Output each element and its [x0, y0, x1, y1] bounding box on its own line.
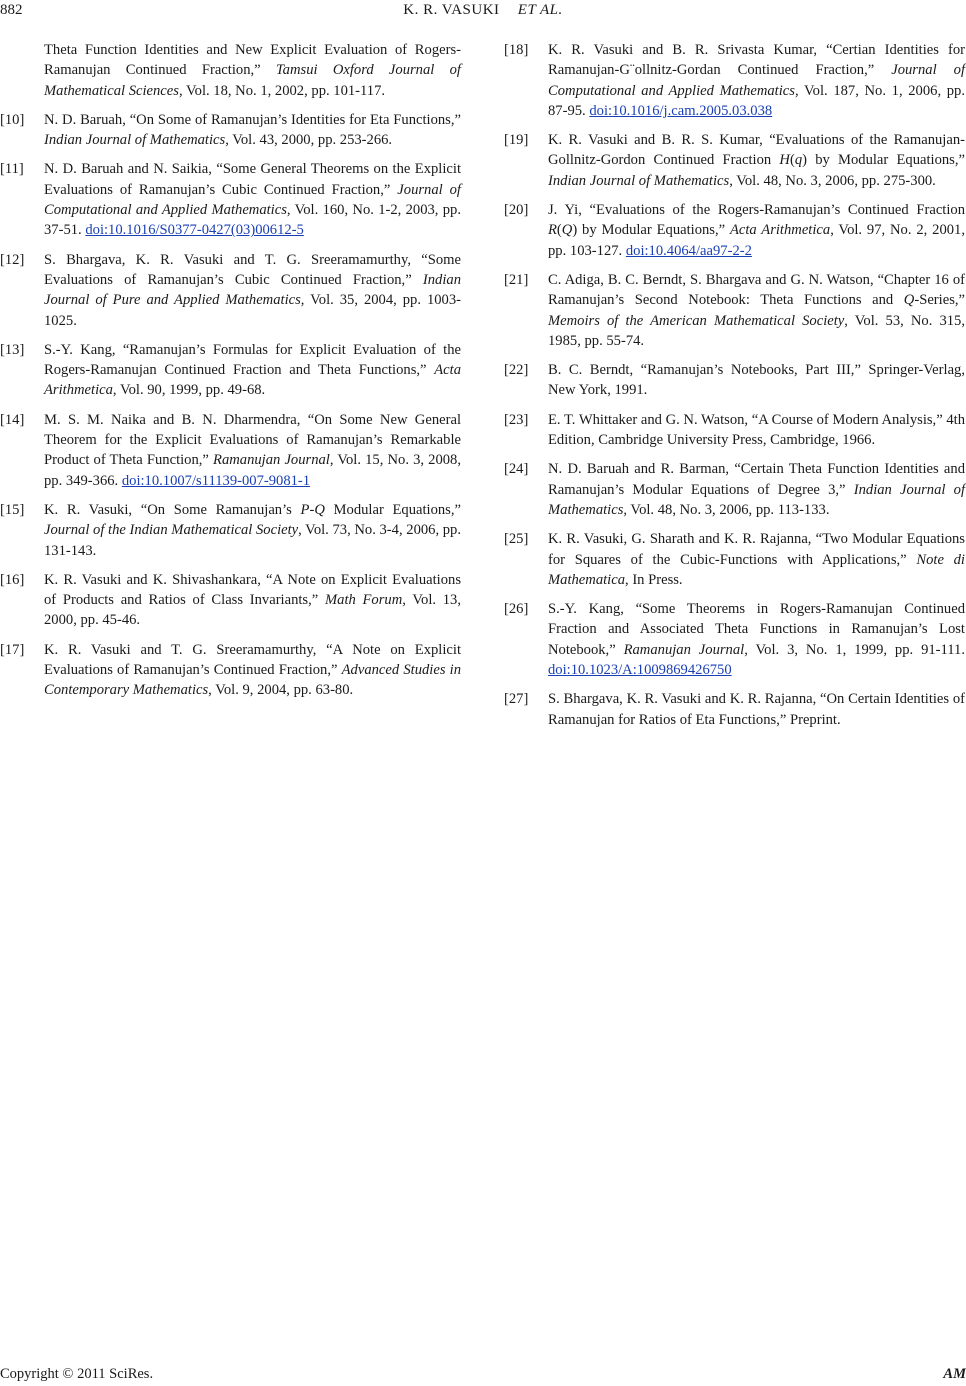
reference-text [44, 250, 461, 331]
reference-number: [22] [504, 362, 529, 379]
reference-italic-segment: P [300, 501, 310, 518]
references-right-column [504, 40, 965, 739]
reference-entry [0, 570, 461, 631]
reference-text [44, 570, 461, 631]
reference-segment: , Vol. 3, No. 1, 1999, pp. 91-111. [744, 641, 965, 658]
reference-text [44, 500, 461, 561]
reference-number: [25] [504, 531, 529, 548]
reference-segment: K. R. Vasuki and T. G. Sreeramamurthy, “A Note on Explicit Evaluations of Ramanujan’s Continued Fraction,” [44, 641, 461, 679]
reference-text [548, 130, 965, 191]
reference-number: [16] [0, 571, 25, 588]
reference-segment: S.-Y. Kang, “Some Theorems in Rogers-Ramanujan Continued Fraction and Associated Theta Functions in Ramanujan’s Lost Notebook,” [548, 601, 965, 658]
reference-number: [12] [0, 251, 25, 268]
reference-segment: K. R. Vasuki, G. Sharath and K. R. Rajanna, “Two Modular Equations for Squares of the Cubic-Functions with Applications,” [548, 531, 965, 568]
reference-number: [17] [0, 641, 25, 658]
reference-segment: , Vol. 18, No. 1, 2002, pp. 101-117. [178, 82, 386, 99]
reference-italic-segment: Note di Mathematica [548, 551, 965, 588]
reference-text [44, 159, 461, 240]
reference-entry [504, 689, 965, 730]
reference-segment: - [309, 501, 315, 518]
reference-text [44, 340, 461, 401]
reference-number: [27] [504, 691, 529, 708]
reference-segment: S. Bhargava, K. R. Vasuki and T. G. Sreeramamurthy, “Some Evaluations of Ramanujan’s Cubic Continued Fraction,” [44, 251, 461, 288]
reference-italic-segment: q [794, 152, 803, 169]
reference-number: [18] [504, 42, 529, 58]
reference-italic-segment: Ramanujan Journal [623, 641, 745, 658]
reference-segment: , Vol. 53, No. 315, 1985, pp. 55-74. [548, 312, 965, 349]
running-head-et-al: ET AL. [517, 2, 563, 18]
doi-link[interactable]: doi:10.4064/aa97-2-2 [625, 242, 752, 259]
reference-segment: B. C. Berndt, “Ramanujan’s Notebooks, Part III,” Springer-Verlag, New York, 1991. [548, 362, 965, 399]
reference-segment: , Vol. 160, No. 1-2, 2003, pp. 37-51. [44, 202, 462, 239]
reference-entry [504, 270, 965, 351]
reference-entry [0, 410, 461, 491]
reference-segment: C. Adiga, B. C. Berndt, S. Bhargava and G. N. Watson, “Chapter 16 of Ramanujan’s Second Notebook: Theta Functions and [548, 271, 965, 309]
reference-segment: S. Bhargava, K. R. Vasuki and K. R. Rajanna, “On Certain Identities of Ramanujan for Ratios of Eta Functions,” Preprint. [548, 691, 965, 728]
reference-text [548, 689, 965, 730]
reference-text [44, 110, 461, 151]
reference-segment: S.-Y. Kang, “Ramanujan’s Formulas for Explicit Evaluation of the Rogers-Ramanujan Continued Fraction and Theta Functions,” [44, 341, 461, 379]
reference-italic-segment: Journal of the Indian Mathematical Society [44, 522, 299, 539]
reference-italic-segment: Ramanujan Journal [213, 452, 330, 469]
reference-number: [20] [504, 202, 529, 219]
journal-abbreviation: AM [943, 1366, 966, 1382]
reference-segment: ( [789, 152, 795, 169]
reference-entry [0, 340, 461, 401]
reference-text [548, 599, 965, 680]
doi-link[interactable]: doi:10.1016/S0377-0427(03)00612-5 [85, 222, 304, 239]
reference-number: [11] [0, 161, 24, 178]
reference-number: [21] [504, 271, 529, 288]
reference-segment: ( [556, 222, 562, 239]
reference-segment: -Series,” [914, 292, 965, 309]
reference-text [44, 410, 461, 491]
reference-entry [504, 40, 965, 121]
reference-italic-segment: Advanced Studies in Contemporary Mathematics [44, 662, 462, 699]
reference-number: [19] [504, 132, 529, 149]
reference-text [548, 270, 965, 351]
reference-italic-segment: Math Forum [324, 592, 403, 609]
reference-italic-segment: Indian Journal of Pure and Applied Mathematics [44, 271, 461, 309]
page-footer [0, 1362, 966, 1386]
reference-entry [0, 640, 461, 701]
reference-segment: , Vol. 73, No. 3-4, 2006, pp. 131-143. [44, 522, 461, 559]
reference-italic-segment: Q [903, 292, 915, 309]
reference-italic-segment: Tamsui Oxford Journal of Mathematical Sciences [44, 62, 461, 99]
reference-italic-segment: Indian Journal of Mathematics [44, 132, 226, 149]
reference-number: [24] [504, 461, 529, 478]
reference-text [548, 459, 965, 520]
reference-segment: , Vol. 43, 2000, pp. 253-266. [225, 132, 393, 149]
reference-text [44, 40, 461, 101]
reference-number: [15] [0, 501, 25, 518]
reference-segment: J. Yi, “Evaluations of the Rogers-Ramanujan’s Continued Fraction [548, 202, 965, 219]
reference-text [548, 529, 965, 590]
reference-entry [504, 529, 965, 590]
reference-segment: , Vol. 187, No. 1, 2006, pp. 87-95. [548, 82, 965, 119]
reference-entry [0, 250, 461, 331]
reference-segment: , In Press. [625, 571, 683, 588]
running-head-authors: K. R. VASUKI [403, 2, 500, 18]
reference-segment: , Vol. 9, 2004, pp. 63-80. [208, 682, 354, 699]
reference-italic-segment: Memoirs of the American Mathematical Society [548, 312, 845, 329]
reference-italic-segment: Acta Arithmetica [44, 362, 461, 399]
reference-text [548, 200, 965, 261]
reference-segment: , Vol. 90, 1999, pp. 49-68. [112, 382, 266, 399]
reference-segment: , Vol. 13, 2000, pp. 45-46. [44, 592, 461, 629]
reference-entry [0, 159, 461, 240]
reference-text [548, 410, 965, 451]
reference-number: [14] [0, 411, 25, 428]
reference-italic-segment: Acta Arithmetica [729, 222, 831, 239]
reference-entry [504, 459, 965, 520]
reference-italic-segment: Indian Journal of Mathematics [548, 481, 966, 518]
reference-segment: M. S. M. Naika and B. N. Dharmendra, “On Some New General Theorem for the Explicit Evaluations of Ramanujan’s Remarkable Product of Theta Function,” [44, 411, 461, 469]
reference-number: [26] [504, 601, 529, 618]
reference-italic-segment: Journal of Computational and Applied Mathematics [548, 62, 965, 99]
reference-number: [23] [504, 411, 529, 428]
reference-entry [504, 410, 965, 451]
reference-italic-segment: Indian Journal of Mathematics [548, 172, 730, 189]
reference-entry [504, 200, 965, 261]
reference-text [548, 360, 965, 401]
reference-segment: ) by Modular Equations,” [572, 222, 730, 239]
reference-segment: N. D. Baruah, “On Some of Ramanujan’s Identities for Eta Functions,” [44, 111, 461, 128]
reference-segment: , Vol. 97, No. 2, 2001, pp. 103-127. [548, 222, 965, 259]
reference-italic-segment: Q [561, 222, 573, 239]
page-number: 882 [0, 2, 23, 18]
reference-segment: K. R. Vasuki, “On Some Ramanujan’s [44, 501, 301, 518]
reference-segment: N. D. Baruah and N. Saikia, “Some General Theorems on the Explicit Evaluations of Ramanujan’s Cubic Continued Fraction,” [44, 161, 461, 198]
reference-number: [10] [0, 111, 25, 128]
reference-entry [504, 360, 965, 401]
copyright-notice: Copyright © 2011 SciRes. [0, 1366, 154, 1382]
reference-entry [0, 40, 461, 101]
reference-text [548, 40, 965, 121]
doi-link[interactable]: doi:10.1023/A:1009869426750 [548, 662, 732, 679]
reference-segment: ) by Modular Equations,” [802, 152, 965, 169]
reference-italic-segment: Q [314, 501, 325, 518]
reference-segment: E. T. Whittaker and G. N. Watson, “A Course of Modern Analysis,” 4th Edition, Cambridge University Press, Cambridge, 1966. [548, 411, 965, 449]
reference-text [44, 640, 461, 701]
reference-italic-segment: H [779, 152, 790, 169]
reference-italic-segment: R [548, 222, 557, 239]
reference-segment: K. R. Vasuki and B. R. S. Kumar, “Evaluations of the Ramanujan-Gollnitz-Gordon Continued Fraction [548, 132, 965, 169]
reference-segment: , Vol. 48, No. 3, 2006, pp. 275-300. [729, 172, 936, 189]
reference-entry [0, 500, 461, 561]
reference-entry [504, 599, 965, 680]
reference-italic-segment: Journal of Computational and Applied Mathematics [44, 181, 461, 219]
reference-segment: K. R. Vasuki and B. R. Srivasta Kumar, “Certian Identities for Ramanujan-G¨ollnitz-Gordan Continued Fraction,” [548, 42, 965, 79]
reference-segment: Modular Equations,” [324, 501, 461, 518]
reference-segment: N. D. Baruah and R. Barman, “Certain Theta Function Identities and Ramanujan’s Modular Equations of Degree 3,” [548, 461, 965, 498]
reference-segment: K. R. Vasuki and K. Shivashankara, “A Note on Explicit Evaluations of Products and Ratios of Class Invariants,” [44, 571, 461, 609]
reference-segment: Theta Function Identities and New Explicit Evaluation of Rogers-Ramanujan Continued Fraction,” [44, 42, 461, 79]
reference-entry [504, 130, 965, 191]
reference-segment: , Vol. 35, 2004, pp. 1003-1025. [44, 292, 461, 329]
reference-segment: , Vol. 48, No. 3, 2006, pp. 113-133. [623, 501, 830, 518]
reference-entry [0, 110, 461, 151]
running-head [0, 2, 966, 19]
reference-segment: , Vol. 15, No. 3, 2008, pp. 349-366. [44, 452, 462, 489]
doi-link[interactable]: doi:10.1016/j.cam.2005.03.038 [589, 102, 773, 119]
doi-link[interactable]: doi:10.1007/s11139-007-9081-1 [121, 472, 311, 489]
page-header [0, 0, 966, 28]
reference-number: [13] [0, 341, 25, 358]
references-left-column [0, 40, 461, 710]
